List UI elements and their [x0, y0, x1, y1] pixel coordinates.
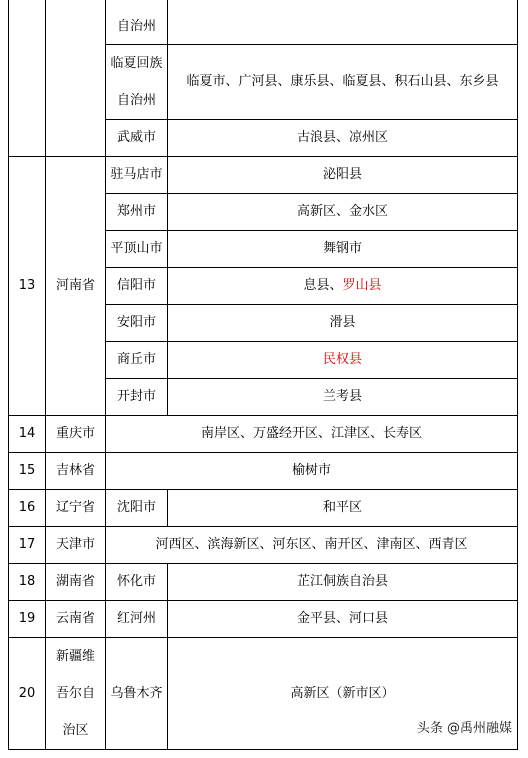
city-cell: 开封市 — [106, 379, 168, 416]
row-number-cell: 20 — [9, 638, 46, 750]
city-cell: 驻马店市 — [106, 157, 168, 194]
city-cell: 郑州市 — [106, 194, 168, 231]
counties-cell: 河西区、滨海新区、河东区、南开区、津南区、西青区 — [106, 527, 518, 564]
counties-cell: 南岸区、万盛经开区、江津区、长寿区 — [106, 416, 518, 453]
counties-cell: 临夏市、广河县、康乐县、临夏县、积石山县、东乡县 — [168, 45, 518, 120]
city-cell: 平顶山市 — [106, 231, 168, 268]
row-number-cell: 18 — [9, 564, 46, 601]
province-cell: 吉林省 — [46, 453, 106, 490]
table-row — [9, 157, 518, 194]
row-number-cell: 13 — [9, 157, 46, 416]
province-cell: 云南省 — [46, 601, 106, 638]
row-number-cell: 14 — [9, 416, 46, 453]
table-row — [9, 564, 518, 601]
city-cell: 怀化市 — [106, 564, 168, 601]
row-number-cell: 16 — [9, 490, 46, 527]
province-cell: 辽宁省 — [46, 490, 106, 527]
row-number-cell: 17 — [9, 527, 46, 564]
province-cell — [46, 0, 106, 157]
counties-cell: 古浪县、凉州区 — [168, 120, 518, 157]
city-cell: 商丘市 — [106, 342, 168, 379]
city-cell: 自治州 — [106, 0, 168, 45]
city-cell: 乌鲁木齐 — [106, 638, 168, 750]
counties-cell: 兰考县 — [168, 379, 518, 416]
table-row — [9, 453, 518, 490]
counties-text: 息县、 — [303, 278, 343, 293]
row-number-cell: 19 — [9, 601, 46, 638]
city-cell: 临夏回族自治州 — [106, 45, 168, 120]
region-table — [8, 0, 518, 750]
table-row — [9, 527, 518, 564]
counties-cell: 高新区、金水区 — [168, 194, 518, 231]
counties-cell: 金平县、河口县 — [168, 601, 518, 638]
table-row — [9, 490, 518, 527]
table-row — [9, 601, 518, 638]
province-cell: 新疆维吾尔自治区 — [46, 638, 106, 750]
province-cell: 河南省 — [46, 157, 106, 416]
city-cell: 武威市 — [106, 120, 168, 157]
table-row — [9, 416, 518, 453]
counties-cell: 滑县 — [168, 305, 518, 342]
counties-cell: 芷江侗族自治县 — [168, 564, 518, 601]
highlighted-county: 罗山县 — [342, 278, 382, 293]
watermark-prefix: 头条 — [416, 721, 443, 736]
city-cell: 信阳市 — [106, 268, 168, 305]
counties-cell: 高新区（新市区） — [168, 638, 518, 750]
watermark-handle: @禹州融媒 — [446, 721, 512, 736]
row-number-cell — [9, 0, 46, 157]
row-number-cell: 15 — [9, 453, 46, 490]
counties-cell — [168, 0, 518, 45]
counties-cell: 和平区 — [168, 490, 518, 527]
watermark — [417, 717, 512, 736]
counties-cell: 舞钢市 — [168, 231, 518, 268]
counties-cell — [168, 268, 518, 305]
province-cell: 湖南省 — [46, 564, 106, 601]
city-cell: 红河州 — [106, 601, 168, 638]
city-cell: 安阳市 — [106, 305, 168, 342]
highlighted-county: 民权县 — [168, 342, 518, 379]
province-cell: 重庆市 — [46, 416, 106, 453]
city-cell: 沈阳市 — [106, 490, 168, 527]
table-row — [9, 0, 518, 45]
counties-cell: 榆树市 — [106, 453, 518, 490]
province-cell: 天津市 — [46, 527, 106, 564]
counties-cell: 泌阳县 — [168, 157, 518, 194]
